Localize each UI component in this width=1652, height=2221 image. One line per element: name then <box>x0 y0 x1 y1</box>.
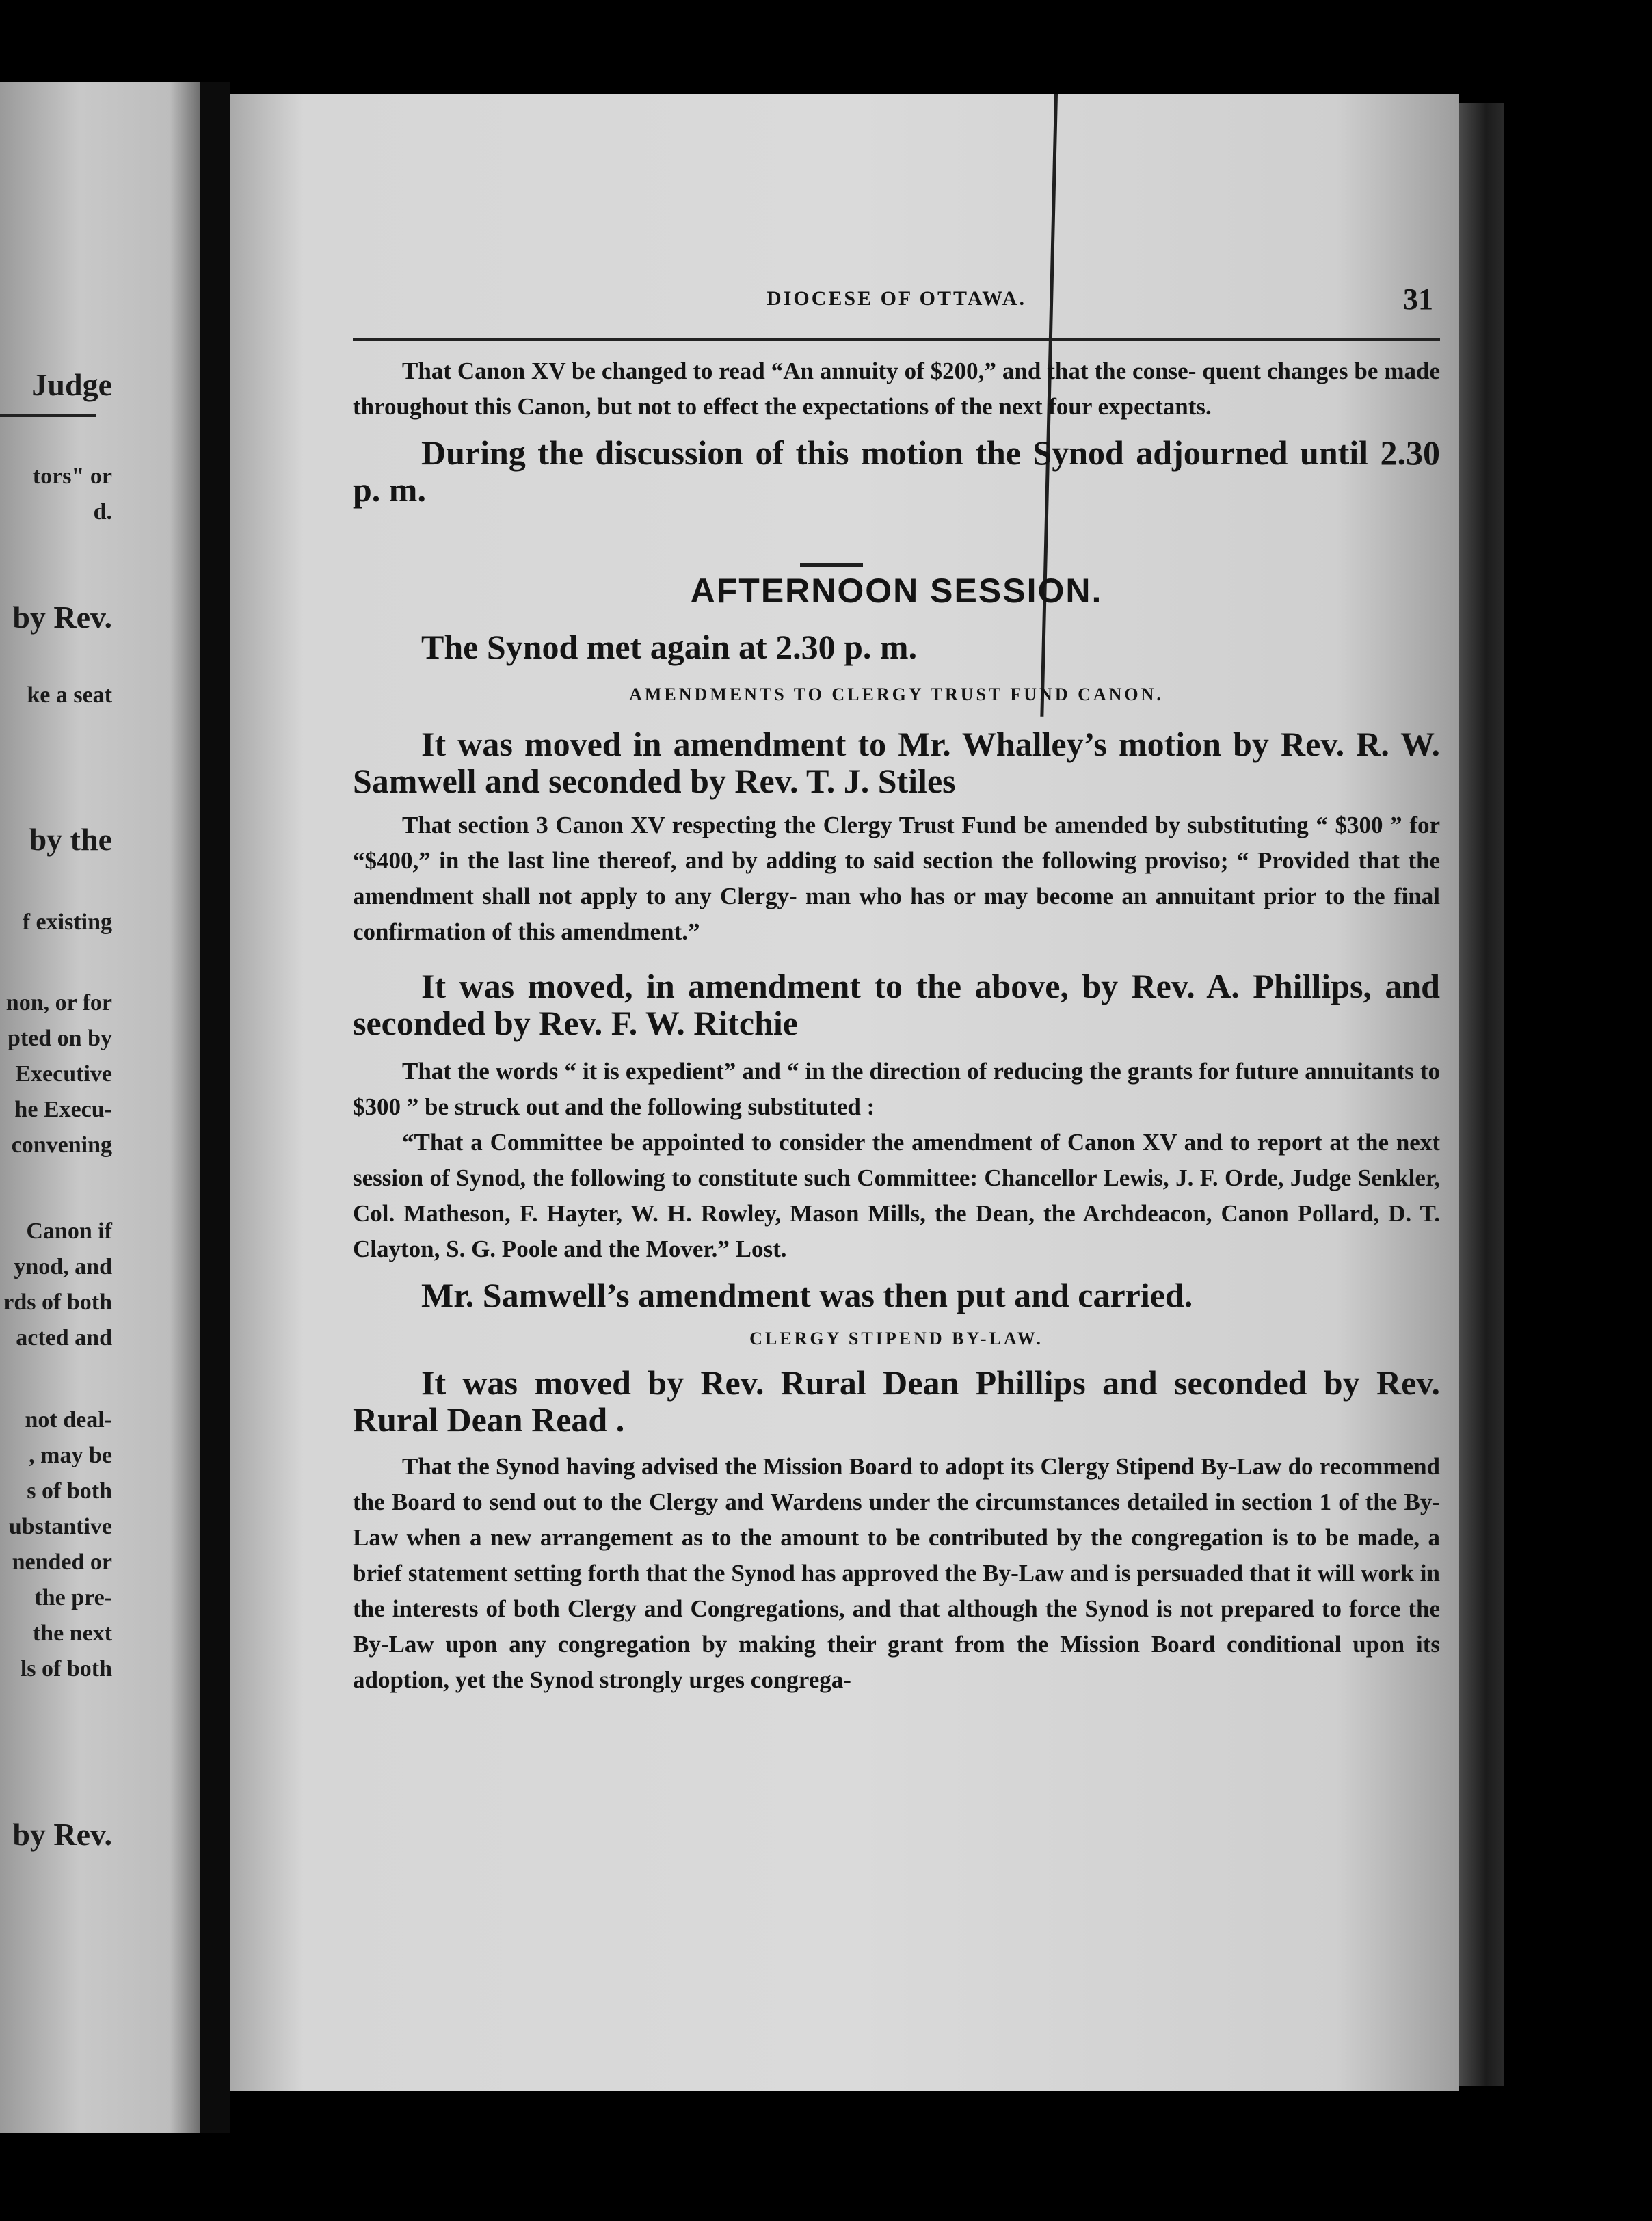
minutes-paragraph: The Synod met again at 2.30 p. m. <box>421 628 918 666</box>
left-fragment: ynod, and <box>14 1254 112 1279</box>
resolution-text: That the Synod having advised the Mission Board to adopt its Clergy Stipend By-Law do recommend the Board to send out to the Clergy and Wardens under the circumstances detailed in section 1 of the By-Law when a new arrangement as to the amount to be contributed by the congregation is to be made, a brief statement setting forth that the Synod has approved the By-Law and is persuaded that it will work in the interests of both Clergy and Congregations, and that although the Synod is not prepared to force the By-Law upon any congregation by making their grant from the Mission Board conditional upon its adoption, yet the Synod strongly urges congrega- <box>353 1453 1440 1693</box>
left-fragment: ke a seat <box>27 682 112 708</box>
left-fragment: f existing <box>22 909 112 935</box>
motion-paragraph: It was moved, in amendment to the above, by Rev. A. Phillips, and seconded by Rev. F. W. Ritchie <box>353 967 1440 1042</box>
left-fragment: Canon if <box>26 1219 112 1244</box>
left-fragment: Judge <box>31 367 112 402</box>
section-heading: CLERGY STIPEND BY-LAW. <box>749 1329 1043 1348</box>
resolution-text: That Canon XV be changed to read “An annuity of $200,” and that the conse- quent changes be made throughout this Canon, but not to effect the expectations of the next four expectants. <box>353 358 1440 420</box>
left-fragment: s of both <box>27 1478 112 1504</box>
motion-paragraph: It was moved in amendment to Mr. Whalley’s motion by Rev. R. W. Samwell and seconded by Rev. T. J. Stiles <box>353 725 1440 800</box>
page-number: 31 <box>1403 282 1433 316</box>
left-fragment: convening <box>11 1132 112 1158</box>
minutes-paragraph: During the discussion of this motion the Synod adjourned until 2.30 p. m. <box>353 434 1440 509</box>
left-facing-page <box>0 82 200 2133</box>
resolution-text: That section 3 Canon XV respecting the Clergy Trust Fund be amended by substituting “ $300 ” for “$400,” in the last line thereof, and by adding to said section the following proviso; “ Provided that the amendment shall not apply to any Clergy- man who has or may become an annuitant prior to the final confirmation of this amendment.” <box>353 812 1440 945</box>
left-fragment: by Rev. <box>12 1817 112 1852</box>
left-fragment: , may be <box>29 1443 112 1468</box>
left-fragment: the pre- <box>34 1585 112 1610</box>
left-fragment: tors" or <box>32 464 112 489</box>
running-head: DIOCESE OF OTTAWA. <box>767 287 1026 310</box>
page-content <box>353 282 1440 1698</box>
page-header <box>353 282 1440 341</box>
book-gutter <box>200 82 230 2133</box>
left-fragment: ubstantive <box>8 1514 112 1539</box>
left-fragment: Executive <box>15 1061 112 1087</box>
left-fragment: nended or <box>12 1550 112 1575</box>
resolution-text: That the words “ it is expedient” and “ in the direction of reducing the grants for future annuitants to $300 ” be struck out and the following substituted : <box>353 1058 1440 1120</box>
left-fragment: not deal- <box>25 1407 112 1433</box>
page-edge <box>1459 103 1504 2086</box>
left-fragment: non, or for <box>5 990 112 1015</box>
session-title: AFTERNOON SESSION. <box>690 572 1103 610</box>
minutes-paragraph: Mr. Samwell’s amendment was then put and carried. <box>421 1276 1193 1314</box>
left-fragment: by Rev. <box>12 600 112 635</box>
left-fragment: by the <box>29 822 112 857</box>
left-fragment: the next <box>32 1621 112 1646</box>
section-heading: AMENDMENTS TO CLERGY TRUST FUND CANON. <box>629 684 1164 704</box>
left-fragment: pted on by <box>7 1026 112 1051</box>
left-fragment: acted and <box>16 1325 112 1351</box>
resolution-text: “That a Committee be appointed to consider the amendment of Canon XV and to report at the next session of Synod, the following to constitute such Committee: Chancellor Lewis, J. F. Orde, Judge Senkler, Col. Matheson, F. Hayter, W. H. Rowley, Mason Mills, the Dean, the Archdeacon, Canon Pollard, D. T. Clayton, S. G. Poole and the Mover.” Lost. <box>353 1129 1440 1262</box>
motion-paragraph: It was moved by Rev. Rural Dean Phillips and seconded by Rev. Rural Dean Read . <box>353 1364 1440 1439</box>
right-page <box>230 94 1459 2091</box>
left-fragment: ls of both <box>20 1656 112 1681</box>
left-fragment: d. <box>93 499 112 524</box>
left-page-rule <box>0 414 96 417</box>
left-fragment: rds of both <box>3 1290 112 1315</box>
left-fragment: he Execu- <box>14 1097 112 1122</box>
